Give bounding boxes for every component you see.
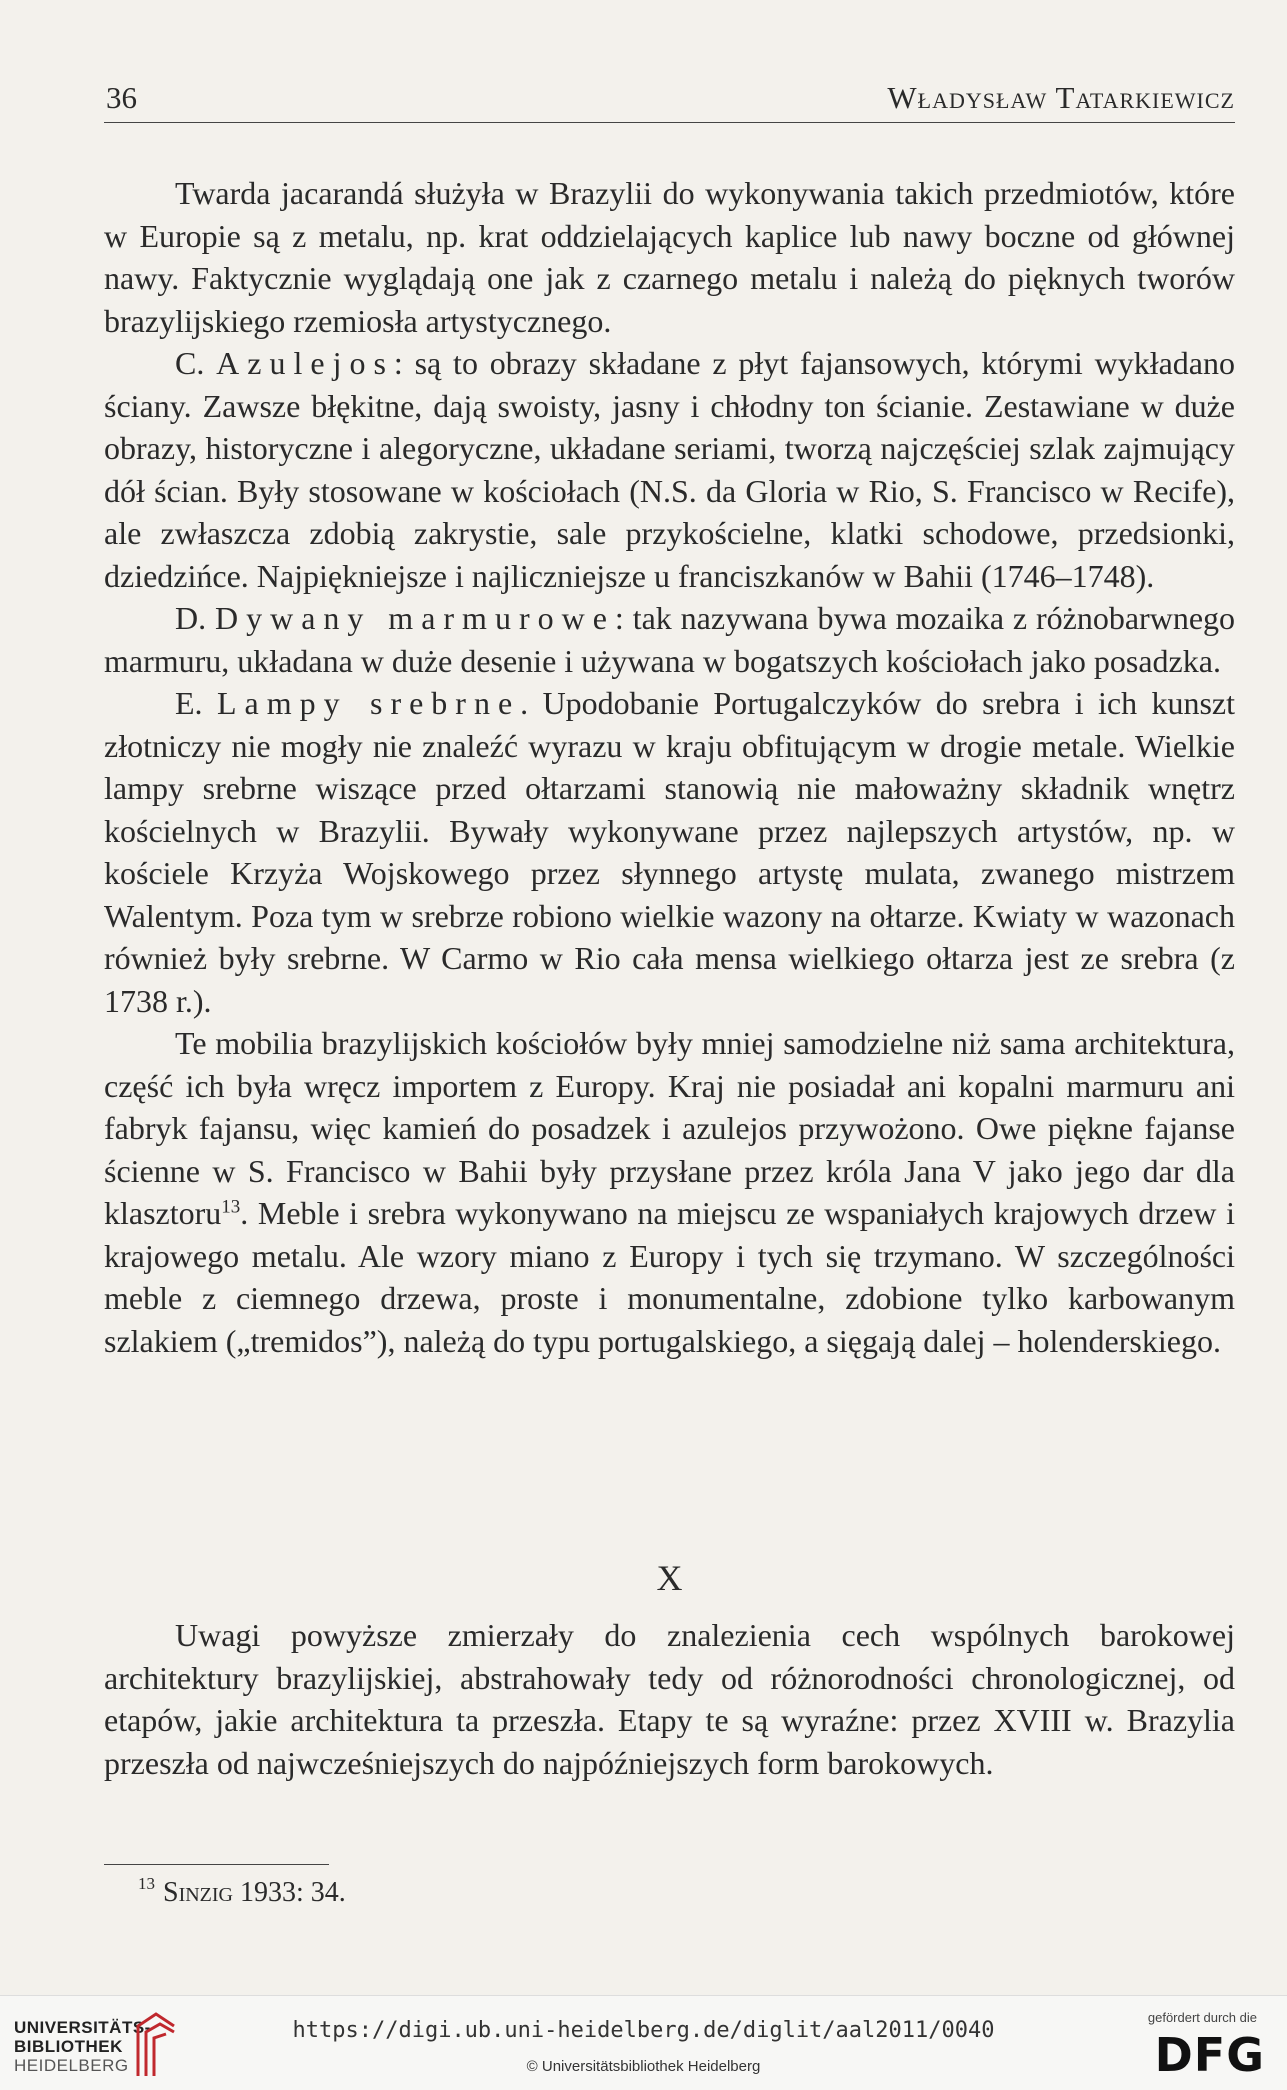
- footnote: [138, 1874, 346, 1909]
- term-dywany: Dywany marmurowe: [215, 600, 615, 636]
- digitization-footer: [0, 1995, 1287, 2090]
- paragraph-text: . Upodobanie Portugalczyków do srebra i ich kunszt złotniczy nie mogły nie znaleźć wyrazu w kraju obfitującym w drogie metale. Wielkie lampy srebrne wiszące przed ołtarzami stanowią nie małoważny składnik wnętrz kościelnych w Brazylii. Bywały wykonywane przez najlepszych artystów, np. w kościele Krzyża Wojskowego przez słynnego artystę mulata, zwanego mistrzem Walentym. Poza tym w srebrze robiono wielkie wazony na ołtarze. Kwiaty w wazonach również były srebrne. W Carmo w Rio cała mensa wielkiego ołtarza jest ze srebra (z 1738 r.).: [104, 685, 1236, 1019]
- funding-note: gefördert durch die: [1147, 2010, 1257, 2025]
- paragraph-text: . Meble i srebra wykonywano na miejscu ze wspaniałych krajowych drzew i krajowego metalu. Ale wzory miano z Europy i tych się trzymano. W szczególności meble z ciemnego drzewa, proste i monumentalne, zdobione tylko karbowanym szlakiem („tremidos”), należą do typu portugalskiego, a sięgają dalej – holenderskiego.: [104, 1195, 1235, 1359]
- library-name-line2: BIBLIOTHEK: [14, 2037, 123, 2056]
- footnote-author: Sinzig: [163, 1877, 233, 1908]
- paragraph-azulejos: [104, 342, 1235, 597]
- footnote-text: 1933: 34.: [233, 1877, 346, 1908]
- paragraph-mobilia: [104, 1022, 1235, 1362]
- main-text: [104, 172, 1235, 1362]
- footnote-number: 13: [138, 1874, 155, 1893]
- library-name-line1: UNIVERSITÄTS-: [14, 2018, 151, 2037]
- item-letter: E.: [175, 685, 217, 721]
- paragraph-jacaranda: Twarda jacarandá służyła w Brazylii do wykonywania takich przedmiotów, które w Europie są z metalu, np. krat oddzielających kaplice lub nawy boczne od głównej nawy. Faktycznie wyglądają one jak z czarnego metalu i należą do pięknych tworów brazylijskiego rzemiosła artystycznego.: [104, 175, 1235, 339]
- paragraph-dywany: [104, 597, 1235, 682]
- footnote-reference[interactable]: 13: [221, 1196, 241, 1218]
- paragraph-text: Te mobilia brazylijskich kościołów były mniej samodzielne niż sama architektura, część ich była wręcz importem z Europy. Kraj nie posiadał ani kopalni marmuru ani fabryk fajansu, więc kamień do posadzek i azulejos przywożono. Owe piękne fajanse ścienne w S. Francisco w Bahii były przysłane przez króla Jana V jako jego dar dla klasztoru: [104, 1025, 1235, 1231]
- paragraph-uwagi: Uwagi powyższe zmierzały do znalezienia cech wspólnych barokowej architektury brazylijskiej, abstrahowały tedy od różnorodności chronologicznej, od etapów, jakie architektura ta przeszła. Etapy te są wyraźne: przez XVIII w. Brazylia przeszła od najwcześniejszych do najpóźniejszych form barokowych.: [104, 1617, 1235, 1781]
- item-letter: C.: [175, 345, 217, 381]
- running-head-author: Władysław Tatarkiewicz: [887, 80, 1235, 115]
- dfg-logo[interactable]: DFG: [1154, 2028, 1265, 2082]
- paragraph-text: : są to obrazy składane z płyt fajansowych, którymi wykładano ściany. Zawsze błękitne, dają swoisty, jasny i chłodny ton ścianie. Zestawiane w duże obrazy, historyczne i alegoryczne, układane seriami, tworzą najczęściej szlak zajmujący dół ścian. Były stosowane w kościołach (N.S. da Gloria w Rio, S. Francisco w Recife), ale zwłaszcza zdobią zakrystie, sale przykościelne, klatki schodowe, przedsionki, dziedzińce. Najpiękniejsze i najliczniejsze u franciszkanów w Bahii (1746–1748).: [104, 345, 1236, 594]
- paragraph-lampy: [104, 682, 1235, 1022]
- section-text: [104, 1614, 1235, 1784]
- library-name-line3: HEIDELBERG: [14, 2056, 129, 2075]
- term-azulejos: Azulejos: [216, 345, 394, 381]
- footnote-divider: [104, 1864, 329, 1865]
- paragraph-text: : tak nazywana bywa mozaika z różnobarwnego marmuru, układana w duże desenie i używana w bogatszych kościołach jako posadzka.: [104, 600, 1236, 679]
- section-heading: X: [656, 1558, 683, 1598]
- copyright-notice: © Universitätsbibliothek Heidelberg: [526, 2058, 761, 2075]
- running-header: [104, 78, 1235, 123]
- item-letter: D.: [175, 600, 215, 636]
- permalink-url[interactable]: https://digi.ub.uni-heidelberg.de/diglit/aal2011/0040: [292, 2018, 995, 2043]
- page-number: 36: [106, 80, 137, 115]
- term-lampy: Lampy srebrne: [216, 685, 521, 721]
